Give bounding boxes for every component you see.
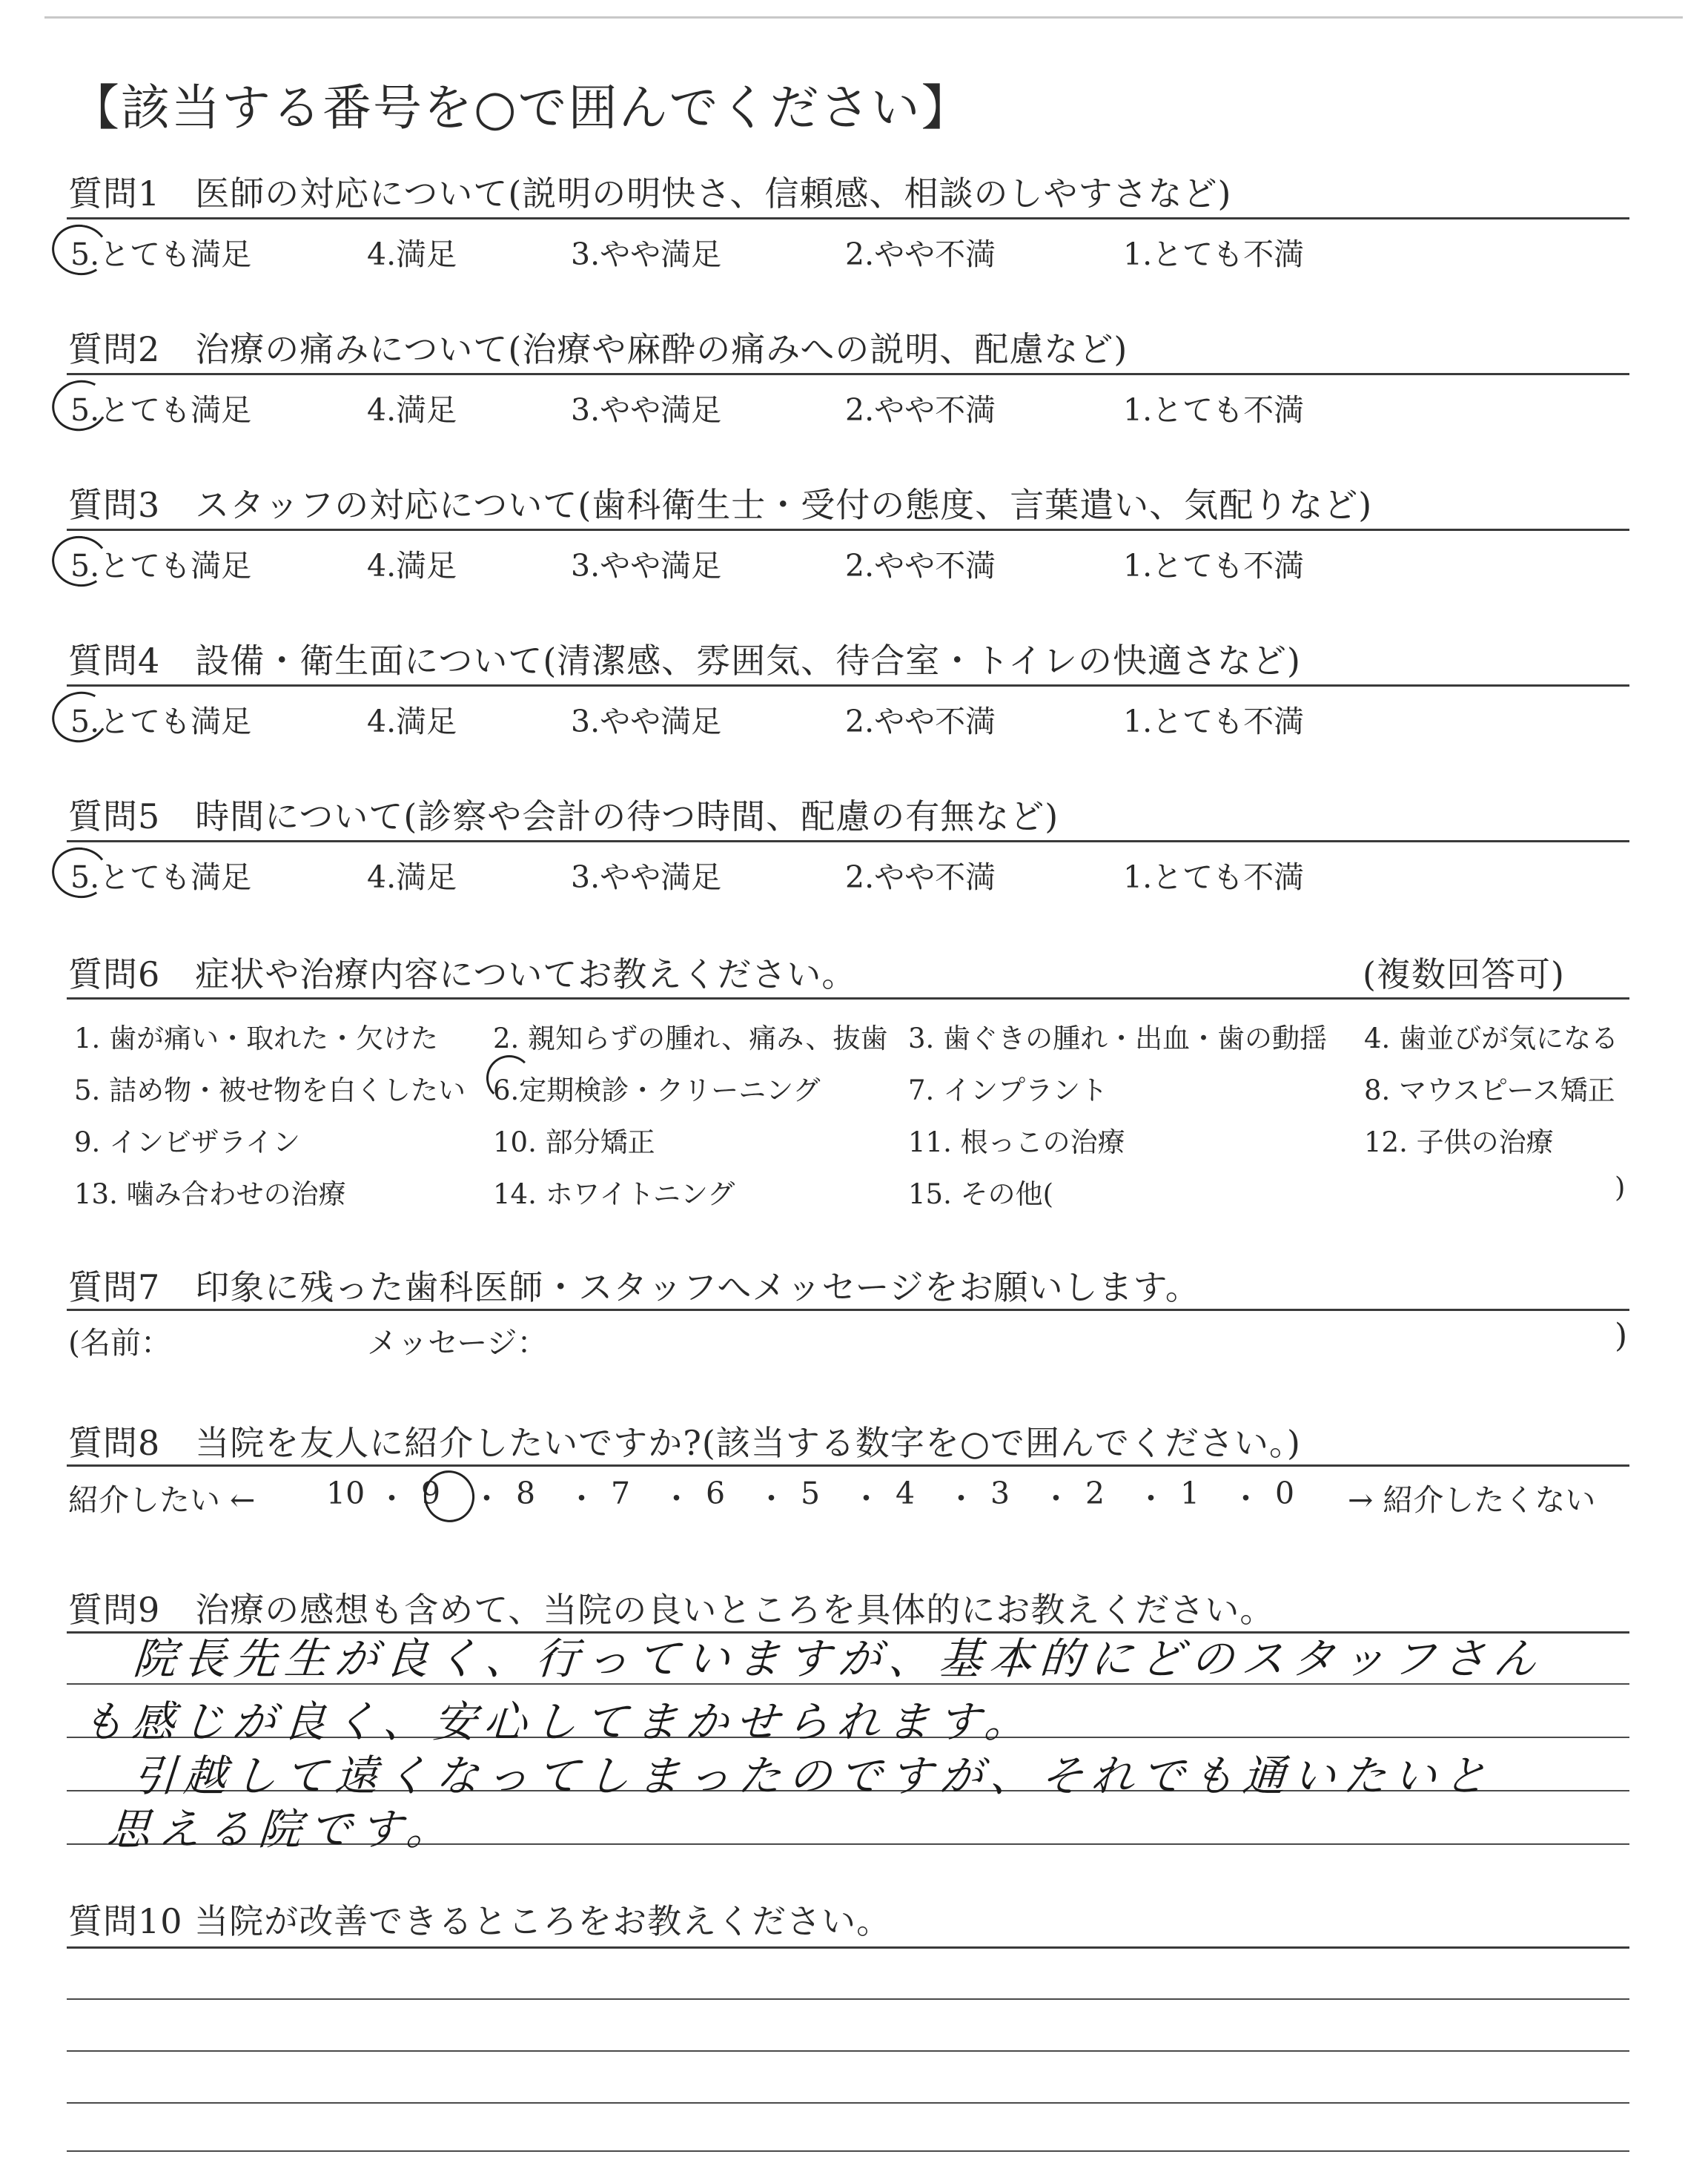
q6-option-3: 3. 歯ぐきの腫れ・出血・歯の動揺 — [908, 1023, 1328, 1054]
q8-scale-separator: ・ — [1041, 1481, 1071, 1516]
q6-option-2: 2. 親知らずの腫れ、痛み、抜歯 — [493, 1023, 888, 1054]
q2-option-3: 3.やや満足 — [571, 392, 722, 428]
scan-edge-line — [44, 16, 1683, 19]
q1-option-5: 5.とても満足 — [70, 237, 252, 272]
q8-scale-separator: ・ — [1136, 1481, 1166, 1516]
q10-answer-line-2 — [67, 2050, 1629, 2052]
q3-option-5: 5.とても満足 — [70, 548, 252, 584]
instruction-heading: 【該当する番号を○で囲んでください】 — [70, 79, 972, 136]
q4-option-5: 5.とても満足 — [70, 704, 252, 739]
q10-answer-line-1 — [67, 1998, 1629, 2000]
q10-answer-line-3 — [67, 2102, 1629, 2104]
q8-scale-9: 9 — [421, 1476, 441, 1511]
q7-close-paren: ) — [1615, 1317, 1628, 1355]
q2-rule — [67, 373, 1629, 375]
q8-scale-2: 2 — [1085, 1476, 1105, 1511]
q6-selection-circle — [486, 1055, 532, 1101]
q5-option-5: 5.とても満足 — [70, 859, 252, 895]
q8-scale-5: 5 — [801, 1476, 821, 1511]
q8-scale-8: 8 — [516, 1476, 536, 1511]
q6-option-10: 10. 部分矯正 — [493, 1126, 655, 1158]
q4-option-2: 2.やや不満 — [845, 704, 996, 739]
q3-option-4: 4.満足 — [367, 548, 457, 584]
q6-option-4: 4. 歯並びが気になる — [1364, 1023, 1619, 1054]
q1-option-3: 3.やや満足 — [571, 237, 722, 272]
q5-title: 質問5 時間について(診察や会計の待つ時間、配慮の有無など) — [68, 796, 1059, 836]
q6-title: 質問6 症状や治療内容についてお教えください。 — [68, 954, 857, 994]
q1-option-4: 4.満足 — [367, 237, 457, 272]
q6-option-7: 7. インプラント — [908, 1074, 1108, 1106]
q2-option-4: 4.満足 — [367, 392, 457, 428]
q8-scale-separator: ・ — [946, 1481, 976, 1516]
q3-option-2: 2.やや不満 — [845, 548, 996, 584]
q7-rule — [67, 1309, 1629, 1311]
q8-scale-separator: ・ — [471, 1481, 502, 1516]
q8-scale-6: 6 — [706, 1476, 726, 1511]
q4-title: 質問4 設備・衛生面について(清潔感、雰囲気、待合室・トイレの快適さなど) — [68, 641, 1301, 681]
q1-option-1: 1.とても不満 — [1123, 237, 1305, 272]
q8-scale-1: 1 — [1180, 1476, 1200, 1511]
q8-scale-7: 7 — [611, 1476, 631, 1511]
q8-left-label: 紹介したい ← — [68, 1482, 256, 1518]
q5-option-2: 2.やや不満 — [845, 859, 996, 895]
q8-scale-separator: ・ — [566, 1481, 597, 1516]
q6-note: (複数回答可) — [1363, 954, 1565, 994]
q9-handwritten-line-3: 引越して遠くなってしまったのですが、それでも通いたいと — [131, 1751, 1497, 1801]
q6-option-15: 15. その他( — [908, 1178, 1054, 1210]
q6-other-close-paren: ) — [1615, 1172, 1626, 1203]
q6-rule — [67, 997, 1629, 1000]
q6-option-9: 9. インビザライン — [74, 1126, 300, 1158]
q5-option-4: 4.満足 — [367, 859, 457, 895]
q6-option-1: 1. 歯が痛い・取れた・欠けた — [74, 1023, 439, 1054]
q8-scale-10: 10 — [326, 1476, 365, 1511]
q8-scale-separator: ・ — [1231, 1481, 1261, 1516]
q3-rule — [67, 529, 1629, 531]
q8-scale-4: 4 — [896, 1476, 916, 1511]
q6-option-14: 14. ホワイトニング — [493, 1178, 735, 1210]
q9-handwritten-line-2: も感じが良く、安心してまかせられます。 — [79, 1697, 1037, 1747]
q9-title: 質問9 治療の感想も含めて、当院の良いところを具体的にお教えください。 — [68, 1590, 1275, 1630]
q8-scale-separator: ・ — [756, 1481, 787, 1516]
q8-scale-separator: ・ — [661, 1481, 692, 1516]
q3-option-1: 1.とても不満 — [1123, 548, 1305, 584]
q10-rule — [67, 1946, 1629, 1949]
q8-scale-0: 0 — [1275, 1476, 1295, 1511]
q2-title: 質問2 治療の痛みについて(治療や麻酔の痛みへの説明、配慮など) — [68, 329, 1128, 369]
q2-option-1: 1.とても不満 — [1123, 392, 1305, 428]
q10-answer-line-4 — [67, 2150, 1629, 2152]
q7-title: 質問7 印象に残った歯科医師・スタッフへメッセージをお願いします。 — [68, 1267, 1200, 1307]
q3-option-3: 3.やや満足 — [571, 548, 722, 584]
q6-option-6: 6.定期検診・クリーニング — [493, 1074, 821, 1106]
q8-scale-3: 3 — [990, 1476, 1010, 1511]
q6-option-8: 8. マウスピース矯正 — [1364, 1074, 1615, 1106]
q7-message-label: メッセージ： — [367, 1325, 548, 1361]
q6-option-11: 11. 根っこの治療 — [908, 1126, 1125, 1158]
q4-option-1: 1.とても不満 — [1123, 704, 1305, 739]
q4-option-4: 4.満足 — [367, 704, 457, 739]
q8-rule — [67, 1464, 1629, 1467]
q9-handwritten-line-1: 院長先生が良く、行っていますが、基本的にどのスタッフさん — [131, 1634, 1546, 1684]
q3-title: 質問3 スタッフの対応について(歯科衛生士・受付の態度、言葉遣い、気配りなど) — [68, 485, 1373, 525]
q8-scale-separator: ・ — [377, 1481, 407, 1516]
q2-option-5: 5.とても満足 — [70, 392, 252, 428]
q10-title: 質問10 当院が改善できるところをお教えください。 — [68, 1901, 892, 1941]
q5-option-1: 1.とても不満 — [1123, 859, 1305, 895]
q6-option-5: 5. 詰め物・被せ物を白くしたい — [74, 1074, 466, 1106]
q1-title: 質問1 医師の対応について(説明の明快さ、信頼感、相談のしやすさなど) — [68, 174, 1232, 214]
q8-right-label: → 紹介したくない — [1348, 1482, 1596, 1518]
q2-option-2: 2.やや不満 — [845, 392, 996, 428]
q6-option-13: 13. 噛み合わせの治療 — [74, 1178, 346, 1210]
q4-option-3: 3.やや満足 — [571, 704, 722, 739]
q4-rule — [67, 684, 1629, 687]
q1-option-2: 2.やや不満 — [845, 237, 996, 272]
q5-option-3: 3.やや満足 — [571, 859, 722, 895]
q9-handwritten-line-4: 思える院です。 — [105, 1804, 459, 1855]
q7-name-label: (名前： — [68, 1325, 171, 1361]
q1-rule — [67, 217, 1629, 219]
q8-scale-separator: ・ — [851, 1481, 881, 1516]
q8-title: 質問8 当院を友人に紹介したいですか?(該当する数字を○で囲んでください。) — [68, 1423, 1301, 1463]
q6-option-12: 12. 子供の治療 — [1364, 1126, 1554, 1158]
q5-rule — [67, 840, 1629, 842]
